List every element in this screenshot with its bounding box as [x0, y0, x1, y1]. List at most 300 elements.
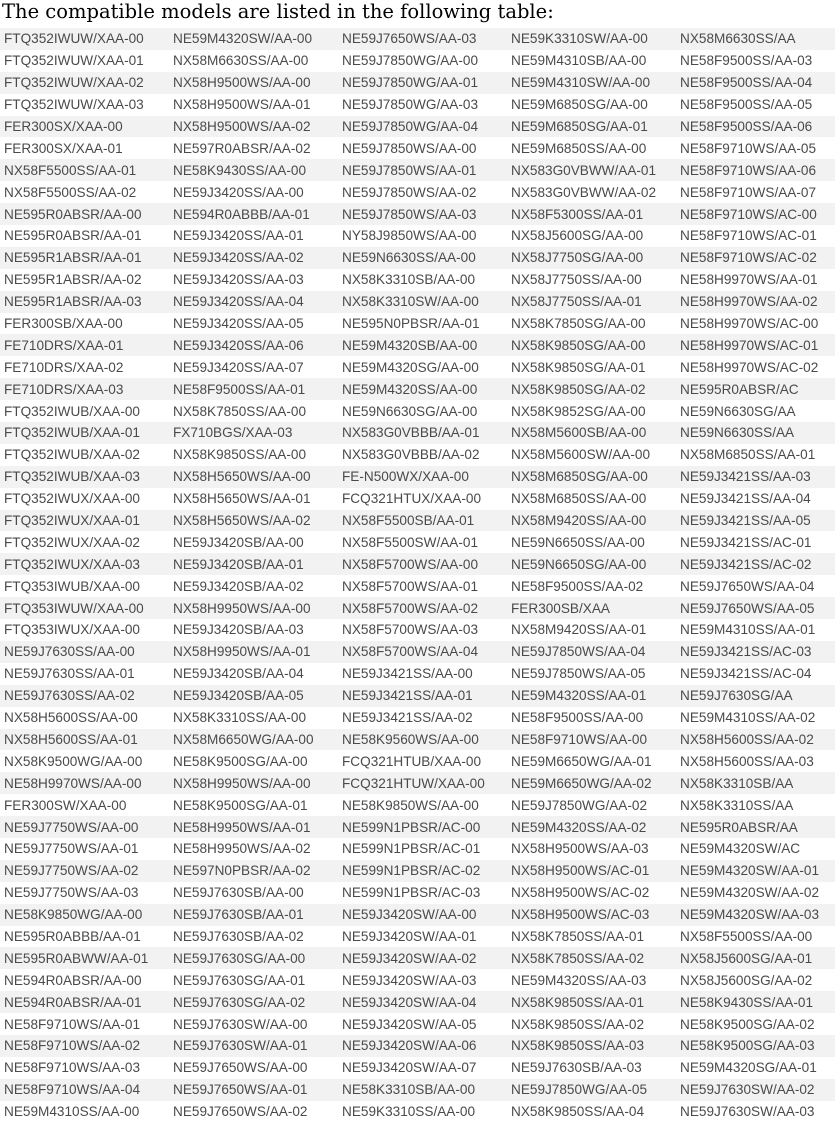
model-cell: NE59N6630SG/AA-00: [338, 400, 507, 422]
table-row: [0, 94, 835, 116]
model-cell: NX58H5600SS/AA-00: [0, 707, 169, 729]
model-cell: FTQ352IWUB/XAA-02: [0, 444, 169, 466]
model-cell: NE58K9430SS/AA-00: [169, 159, 338, 181]
model-cell: NE59M4320SG/AA-00: [338, 356, 507, 378]
table-row: [0, 926, 835, 948]
model-cell: NE58H9970WS/AC-01: [676, 334, 835, 356]
model-cell: NX58K7850SS/AA-00: [169, 400, 338, 422]
model-cell: NE58K9500SG/AA-00: [169, 750, 338, 772]
model-cell: FTQ353IWUB/XAA-00: [0, 575, 169, 597]
model-cell: NE59M4310SS/AA-00: [0, 1101, 169, 1123]
model-cell: NE59J7630SB/AA-02: [169, 926, 338, 948]
model-cell: NE59J7630SG/AA-02: [169, 991, 338, 1013]
model-cell: NE59M4320SS/AA-00: [338, 378, 507, 400]
model-cell: NE58K9560WS/AA-00: [338, 729, 507, 751]
model-cell: NE58H9950WS/AA-01: [169, 816, 338, 838]
model-cell: NX58F5500SS/AA-02: [0, 181, 169, 203]
model-cell: NX58M5600SW/AA-00: [507, 444, 676, 466]
table-row: [0, 947, 835, 969]
table-row: [0, 575, 835, 597]
model-cell: NX58H5650WS/AA-01: [169, 488, 338, 510]
model-cell: NE59M4320SW/AA-03: [676, 904, 835, 926]
model-cell: NE58F9500SS/AA-01: [169, 378, 338, 400]
model-cell: NX58K9850SG/AA-00: [507, 334, 676, 356]
model-cell: NE59J3420SB/AA-02: [169, 575, 338, 597]
model-cell: NX58M6850SG/AA-00: [507, 466, 676, 488]
model-cell: NE58F9710WS/AC-02: [676, 247, 835, 269]
model-cell: NE595R0ABSR/AA-00: [0, 203, 169, 225]
model-cell: NX58H9500WS/AC-02: [507, 882, 676, 904]
model-cell: NX58K9850SS/AA-02: [507, 1013, 676, 1035]
table-row: [0, 772, 835, 794]
model-cell: NE59J3420SB/AA-03: [169, 619, 338, 641]
model-cell: NE59J7850WS/AA-01: [338, 159, 507, 181]
model-cell: NE59J7650WS/AA-05: [676, 597, 835, 619]
model-cell: NE59J3421SS/AC-04: [676, 663, 835, 685]
model-cell: NX58F5500SS/AA-00: [676, 926, 835, 948]
model-cell: NX58H9500WS/AC-03: [507, 904, 676, 926]
model-cell: FE710DRS/XAA-03: [0, 378, 169, 400]
compatible-models-table: [0, 28, 835, 1123]
model-cell: NX58K3310SB/AA-00: [338, 269, 507, 291]
model-cell: NE58K9850WS/AA-00: [338, 794, 507, 816]
model-cell: FER300SX/XAA-01: [0, 137, 169, 159]
model-cell: NX58H5600SS/AA-01: [0, 729, 169, 751]
model-cell: NX58H9950WS/AA-00: [169, 597, 338, 619]
model-cell: FCQ321HTUB/XAA-00: [338, 750, 507, 772]
table-row: [0, 334, 835, 356]
model-cell: NX58F5300SS/AA-01: [507, 203, 676, 225]
model-cell: NE59N6650SS/AA-00: [507, 531, 676, 553]
model-cell: NE595R1ABSR/AA-03: [0, 291, 169, 313]
model-cell: NE59K3310SS/AA-00: [338, 1101, 507, 1123]
model-cell: NE59J3421SS/AC-03: [676, 641, 835, 663]
table-row: [0, 203, 835, 225]
model-cell: NX58F5700WS/AA-02: [338, 597, 507, 619]
model-cell: NE58F9500SS/AA-02: [507, 575, 676, 597]
model-cell: NE59J7650WS/AA-01: [169, 1079, 338, 1101]
table-row: [0, 72, 835, 94]
model-cell: NX58J7750SS/AA-01: [507, 291, 676, 313]
table-row: [0, 50, 835, 72]
table-row: [0, 663, 835, 685]
table-row: [0, 597, 835, 619]
model-cell: NE597N0PBSR/AA-02: [169, 860, 338, 882]
model-cell: NE599N1PBSR/AC-02: [338, 860, 507, 882]
model-cell: NE58F9500SS/AA-00: [507, 707, 676, 729]
model-cell: NE59J3421SS/AA-02: [338, 707, 507, 729]
model-cell: FTQ353IWUW/XAA-00: [0, 597, 169, 619]
model-cell: NE59J7630SB/AA-03: [507, 1057, 676, 1079]
model-cell: NX58H9500WS/AA-03: [507, 838, 676, 860]
table-row: [0, 1057, 835, 1079]
model-cell: NX58K9500WG/AA-00: [0, 750, 169, 772]
model-cell: NE59J3420SW/AA-02: [338, 947, 507, 969]
model-cell: NE58K3310SB/AA-00: [338, 1079, 507, 1101]
model-cell: NX58K3310SB/AA: [676, 772, 835, 794]
model-cell: FCQ321HTUW/XAA-00: [338, 772, 507, 794]
model-cell: NX58H5600SS/AA-03: [676, 750, 835, 772]
model-cell: NE595R1ABSR/AA-01: [0, 247, 169, 269]
model-cell: NE59J7850WS/AA-04: [507, 641, 676, 663]
table-row: [0, 707, 835, 729]
model-cell: NE59M6650WG/AA-02: [507, 772, 676, 794]
model-cell: NE58F9710WS/AA-04: [0, 1079, 169, 1101]
model-cell: FTQ352IWUX/XAA-02: [0, 531, 169, 553]
model-cell: NE59J3421SS/AC-01: [676, 531, 835, 553]
model-cell: FTQ352IWUB/XAA-03: [0, 466, 169, 488]
model-cell: NE59J7850WG/AA-00: [338, 50, 507, 72]
model-cell: NE59J7750WS/AA-02: [0, 860, 169, 882]
model-cell: NE59J3420SS/AA-06: [169, 334, 338, 356]
model-cell: NE59J7630SW/AA-01: [169, 1035, 338, 1057]
model-cell: NE59J7750WS/AA-00: [0, 816, 169, 838]
model-cell: NE59M4320SS/AA-01: [507, 685, 676, 707]
model-cell: NE59J7850WG/AA-03: [338, 94, 507, 116]
model-cell: NX58J7750SG/AA-00: [507, 247, 676, 269]
model-cell: NE58F9500SS/AA-03: [676, 50, 835, 72]
model-cell: NX58H9500WS/AA-02: [169, 116, 338, 138]
model-cell: NE595N0PBSR/AA-01: [338, 313, 507, 335]
model-cell: NE59J7650WS/AA-04: [676, 575, 835, 597]
table-row: [0, 378, 835, 400]
model-cell: NX58F5700WS/AA-04: [338, 641, 507, 663]
model-cell: FER300SB/XAA-00: [0, 313, 169, 335]
table-row: [0, 116, 835, 138]
model-cell: NE59M4310SW/AA-00: [507, 72, 676, 94]
model-cell: NE59J7850WG/AA-02: [507, 794, 676, 816]
table-row: [0, 794, 835, 816]
model-cell: NE59J7650WS/AA-03: [338, 28, 507, 50]
model-cell: FE710DRS/XAA-01: [0, 334, 169, 356]
model-cell: NX58J5600SG/AA-01: [676, 947, 835, 969]
model-cell: FTQ352IWUW/XAA-00: [0, 28, 169, 50]
model-cell: NE58F9500SS/AA-06: [676, 116, 835, 138]
table-row: [0, 247, 835, 269]
model-cell: NE58K9500SG/AA-01: [169, 794, 338, 816]
model-cell: NE59J3420SB/AA-00: [169, 531, 338, 553]
table-row: [0, 729, 835, 751]
model-cell: NX58F5500SW/AA-01: [338, 531, 507, 553]
model-cell: NE594R0ABSR/AA-01: [0, 991, 169, 1013]
model-cell: NE58F9710WS/AA-00: [507, 729, 676, 751]
table-row: [0, 750, 835, 772]
table-row: [0, 181, 835, 203]
model-cell: NX58K9850SS/AA-01: [507, 991, 676, 1013]
model-cell: NX583G0VBWW/AA-01: [507, 159, 676, 181]
model-cell: NE59J7850WS/AA-05: [507, 663, 676, 685]
model-cell: NE595R0ABSR/AA-01: [0, 225, 169, 247]
model-cell: NX58J5600SG/AA-00: [507, 225, 676, 247]
model-cell: FTQ352IWUW/XAA-03: [0, 94, 169, 116]
model-cell: NX58H9500WS/AA-00: [169, 72, 338, 94]
model-cell: NE59J3420SW/AA-01: [338, 926, 507, 948]
model-cell: NE59M6850SG/AA-00: [507, 94, 676, 116]
model-cell: NX58H5600SS/AA-02: [676, 729, 835, 751]
model-cell: NE59J7630SW/AA-03: [676, 1101, 835, 1123]
model-cell: NE59J3420SB/AA-04: [169, 663, 338, 685]
model-cell: NX58M6850SS/AA-01: [676, 444, 835, 466]
model-cell: NE59J7630SS/AA-02: [0, 685, 169, 707]
model-cell: NE58K9500SG/AA-03: [676, 1035, 835, 1057]
model-cell: NE59J7630SB/AA-01: [169, 904, 338, 926]
model-cell: NX58K9852SG/AA-00: [507, 400, 676, 422]
model-cell: NE58K9500SG/AA-02: [676, 1013, 835, 1035]
model-cell: NE59J7850WG/AA-04: [338, 116, 507, 138]
model-cell: FE-N500WX/XAA-00: [338, 466, 507, 488]
model-cell: NE59N6630SS/AA: [676, 422, 835, 444]
model-cell: NE599N1PBSR/AC-00: [338, 816, 507, 838]
model-cell: NE59J7850WS/AA-00: [338, 137, 507, 159]
model-cell: NE59J3421SS/AA-03: [676, 466, 835, 488]
model-cell: NX58F5500SB/AA-01: [338, 510, 507, 532]
model-cell: NX58M9420SS/AA-01: [507, 619, 676, 641]
table-row: [0, 882, 835, 904]
model-cell: NE59J3420SB/AA-01: [169, 553, 338, 575]
model-cell: NX58K9850SS/AA-04: [507, 1101, 676, 1123]
model-cell: NX58F5700WS/AA-00: [338, 553, 507, 575]
model-cell: NX58K9850SG/AA-01: [507, 356, 676, 378]
table-row: [0, 466, 835, 488]
table-row: [0, 860, 835, 882]
model-cell: NE58H9970WS/AC-02: [676, 356, 835, 378]
model-cell: NE59J7630SG/AA-01: [169, 969, 338, 991]
model-cell: NE59J3421SS/AA-01: [338, 685, 507, 707]
model-cell: NE59M4320SW/AA-01: [676, 860, 835, 882]
model-cell: NE59M4320SB/AA-00: [338, 334, 507, 356]
model-cell: NX58H9500WS/AC-01: [507, 860, 676, 882]
model-cell: NE595R0ABSR/AC: [676, 378, 835, 400]
model-cell: NE59M4320SW/AC: [676, 838, 835, 860]
model-cell: NX58J5600SG/AA-02: [676, 969, 835, 991]
model-cell: NE59M4320SW/AA-00: [169, 28, 338, 50]
table-row: [0, 838, 835, 860]
model-cell: NX58H5650WS/AA-02: [169, 510, 338, 532]
page-heading: The compatible models are listed in the following table:: [2, 0, 554, 23]
model-cell: NE58F9710WS/AA-07: [676, 181, 835, 203]
model-cell: NE59J7630SS/AA-00: [0, 641, 169, 663]
model-cell: FTQ352IWUX/XAA-00: [0, 488, 169, 510]
model-cell: NE59J7850WS/AA-02: [338, 181, 507, 203]
model-cell: NY58J9850WS/AA-00: [338, 225, 507, 247]
model-cell: NX58K7850SS/AA-01: [507, 926, 676, 948]
model-cell: NE59M4320SW/AA-02: [676, 882, 835, 904]
model-cell: NE58F9710WS/AA-06: [676, 159, 835, 181]
model-cell: FTQ352IWUX/XAA-01: [0, 510, 169, 532]
model-cell: NE59J7750WS/AA-03: [0, 882, 169, 904]
model-cell: NX58F5700WS/AA-03: [338, 619, 507, 641]
model-cell: NX58F5700WS/AA-01: [338, 575, 507, 597]
model-cell: NE59M6850SG/AA-01: [507, 116, 676, 138]
table-row: [0, 313, 835, 335]
model-cell: NX58F5500SS/AA-01: [0, 159, 169, 181]
model-cell: NX58K3310SS/AA-00: [169, 707, 338, 729]
model-cell: NE59J7630SW/AA-02: [676, 1079, 835, 1101]
model-cell: NE59J3420SS/AA-00: [169, 181, 338, 203]
model-cell: NE59J7630SW/AA-00: [169, 1013, 338, 1035]
table-row: [0, 904, 835, 926]
model-cell: NE59J3420SW/AA-06: [338, 1035, 507, 1057]
model-cell: NE594R0ABSR/AA-00: [0, 969, 169, 991]
model-cell: NE59N6630SS/AA-00: [338, 247, 507, 269]
model-cell: NX58K7850SG/AA-00: [507, 313, 676, 335]
model-cell: NE59J7630SS/AA-01: [0, 663, 169, 685]
table-row: [0, 159, 835, 181]
model-cell: NE59M6850SS/AA-00: [507, 137, 676, 159]
model-cell: NE59J3421SS/AA-04: [676, 488, 835, 510]
model-cell: NE59J7850WG/AA-01: [338, 72, 507, 94]
table-row: [0, 991, 835, 1013]
model-rows: [0, 28, 835, 1123]
model-cell: NE58H9970WS/AC-00: [676, 313, 835, 335]
model-cell: NX58K7850SS/AA-02: [507, 947, 676, 969]
model-cell: NE59J3420SS/AA-01: [169, 225, 338, 247]
model-cell: NE59N6630SG/AA: [676, 400, 835, 422]
model-cell: NE59J3420SS/AA-03: [169, 269, 338, 291]
table-row: [0, 1101, 835, 1123]
model-cell: FER300SB/XAA: [507, 597, 676, 619]
model-cell: NE595R0ABSR/AA: [676, 816, 835, 838]
table-row: [0, 422, 835, 444]
table-row: [0, 816, 835, 838]
model-cell: NE59J7650WS/AA-00: [169, 1057, 338, 1079]
model-cell: NE58F9710WS/AA-05: [676, 137, 835, 159]
model-cell: FER300SX/XAA-00: [0, 116, 169, 138]
model-cell: NX58H9950WS/AA-00: [169, 772, 338, 794]
model-cell: NE59J7750WS/AA-01: [0, 838, 169, 860]
model-cell: NX58H9950WS/AA-01: [169, 641, 338, 663]
model-cell: NE59M4310SS/AA-01: [676, 619, 835, 641]
model-cell: NE58H9950WS/AA-02: [169, 838, 338, 860]
model-cell: NE59J3421SS/AA-05: [676, 510, 835, 532]
table-row: [0, 28, 835, 50]
model-cell: NE58F9500SS/AA-04: [676, 72, 835, 94]
model-cell: NE595R1ABSR/AA-02: [0, 269, 169, 291]
model-cell: NE59J3420SW/AA-07: [338, 1057, 507, 1079]
table-row: [0, 1013, 835, 1035]
model-cell: FE710DRS/XAA-02: [0, 356, 169, 378]
model-cell: FTQ352IWUB/XAA-00: [0, 400, 169, 422]
model-cell: NE59J3420SB/AA-05: [169, 685, 338, 707]
model-cell: NE595R0ABBB/AA-01: [0, 926, 169, 948]
model-cell: NE58H9970WS/AA-01: [676, 269, 835, 291]
model-cell: NE59J7650WS/AA-02: [169, 1101, 338, 1123]
model-cell: NX58H9500WS/AA-01: [169, 94, 338, 116]
model-cell: NE597R0ABSR/AA-02: [169, 137, 338, 159]
model-cell: NE58F9500SS/AA-05: [676, 94, 835, 116]
model-cell: NE59J3420SW/AA-03: [338, 969, 507, 991]
model-cell: NE59J3420SW/AA-04: [338, 991, 507, 1013]
model-cell: FX710BGS/XAA-03: [169, 422, 338, 444]
model-cell: NE58F9710WS/AA-02: [0, 1035, 169, 1057]
table-row: [0, 619, 835, 641]
model-cell: NE59M4320SS/AA-02: [507, 816, 676, 838]
model-cell: NE59M6650WG/AA-01: [507, 750, 676, 772]
model-cell: FTQ352IWUW/XAA-01: [0, 50, 169, 72]
model-cell: NE59J7630SG/AA-00: [169, 947, 338, 969]
model-cell: NX583G0VBBB/AA-02: [338, 444, 507, 466]
model-cell: NE599N1PBSR/AC-01: [338, 838, 507, 860]
model-cell: NX583G0VBWW/AA-02: [507, 181, 676, 203]
model-cell: NX58K9850SS/AA-03: [507, 1035, 676, 1057]
model-cell: NX58M5600SB/AA-00: [507, 422, 676, 444]
model-cell: NX583G0VBBB/AA-01: [338, 422, 507, 444]
model-cell: NE59J3420SW/AA-05: [338, 1013, 507, 1035]
model-cell: NE59J3420SS/AA-05: [169, 313, 338, 335]
model-cell: FTQ352IWUW/XAA-02: [0, 72, 169, 94]
table-row: [0, 225, 835, 247]
model-cell: NE59J3421SS/AA-00: [338, 663, 507, 685]
table-row: [0, 269, 835, 291]
model-cell: NE59M4310SB/AA-00: [507, 50, 676, 72]
table-row: [0, 969, 835, 991]
model-cell: NE59J3420SW/AA-00: [338, 904, 507, 926]
model-cell: NE58K9430SS/AA-01: [676, 991, 835, 1013]
model-cell: NX58M6650WG/AA-00: [169, 729, 338, 751]
model-cell: NE59N6650SG/AA-00: [507, 553, 676, 575]
model-cell: NE58H9970WS/AA-02: [676, 291, 835, 313]
model-cell: NE59J3420SS/AA-02: [169, 247, 338, 269]
model-cell: NE58F9710WS/AA-03: [0, 1057, 169, 1079]
model-cell: NX58M6630SS/AA-00: [169, 50, 338, 72]
model-cell: NE59J7630SB/AA-00: [169, 882, 338, 904]
model-cell: NX58M9420SS/AA-00: [507, 510, 676, 532]
model-cell: NE59M4320SS/AA-03: [507, 969, 676, 991]
model-cell: NX58K9850SG/AA-02: [507, 378, 676, 400]
model-cell: NE58H9970WS/AA-00: [0, 772, 169, 794]
model-cell: FER300SW/XAA-00: [0, 794, 169, 816]
model-cell: NE595R0ABWW/AA-01: [0, 947, 169, 969]
model-cell: FTQ352IWUX/XAA-03: [0, 553, 169, 575]
model-cell: NX58M6850SS/AA-00: [507, 488, 676, 510]
model-cell: NE58F9710WS/AA-01: [0, 1013, 169, 1035]
table-row: [0, 356, 835, 378]
table-row: [0, 553, 835, 575]
table-row: [0, 291, 835, 313]
table-row: [0, 685, 835, 707]
model-cell: NE59J3420SS/AA-04: [169, 291, 338, 313]
table-row: [0, 444, 835, 466]
model-cell: NX58J7750SS/AA-00: [507, 269, 676, 291]
model-cell: NE59J3421SS/AC-02: [676, 553, 835, 575]
model-cell: FTQ353IWUX/XAA-00: [0, 619, 169, 641]
model-cell: NE59K3310SW/AA-00: [507, 28, 676, 50]
model-cell: NE59M4310SS/AA-02: [676, 707, 835, 729]
model-cell: NX58H5650WS/AA-00: [169, 466, 338, 488]
model-cell: NE59J7850WS/AA-03: [338, 203, 507, 225]
model-cell: NE59J7630SG/AA: [676, 685, 835, 707]
model-cell: NE59J3420SS/AA-07: [169, 356, 338, 378]
model-cell: NX58K3310SS/AA: [676, 794, 835, 816]
model-cell: NX58K3310SW/AA-00: [338, 291, 507, 313]
model-cell: NE58K9850WG/AA-00: [0, 904, 169, 926]
model-cell: NX58K9850SS/AA-00: [169, 444, 338, 466]
model-cell: NE58F9710WS/AC-01: [676, 225, 835, 247]
table-row: [0, 1035, 835, 1057]
table-row: [0, 137, 835, 159]
table-row: [0, 510, 835, 532]
model-cell: NE594R0ABBB/AA-01: [169, 203, 338, 225]
model-cell: NE58F9710WS/AC-00: [676, 203, 835, 225]
model-cell: FCQ321HTUX/XAA-00: [338, 488, 507, 510]
model-cell: NE599N1PBSR/AC-03: [338, 882, 507, 904]
model-cell: NE59M4320SG/AA-01: [676, 1057, 835, 1079]
model-cell: FTQ352IWUB/XAA-01: [0, 422, 169, 444]
table-row: [0, 488, 835, 510]
table-row: [0, 400, 835, 422]
table-row: [0, 1079, 835, 1101]
table-row: [0, 531, 835, 553]
